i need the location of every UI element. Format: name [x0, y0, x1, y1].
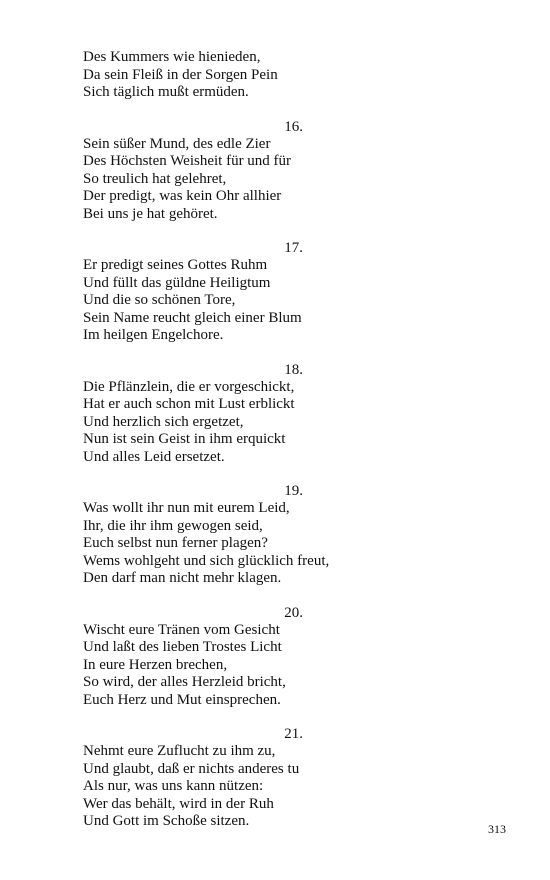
verse-line: Bei uns je hat gehöret.	[83, 205, 218, 222]
stanza	[83, 483, 383, 588]
stanza	[83, 362, 383, 467]
verse-line: Nehmt eure Zuflucht zu ihm zu,	[83, 743, 276, 759]
stanza-number: 16.	[284, 118, 303, 135]
page-number: 313	[488, 822, 506, 836]
verse-line: Was wollt ihr nun mit eurem Leid,	[83, 500, 290, 516]
verse-line: Ihr, die ihr ihm gewogen seid,	[83, 517, 263, 534]
stanza-number: 18.	[284, 361, 303, 378]
verse-line: Und die so schönen Tore,	[83, 292, 236, 308]
verse-line: Und herzlich sich ergetzet,	[83, 413, 244, 430]
stanza	[83, 240, 383, 345]
verse-line: Und glaubt, daß er nichts anderes tu	[83, 760, 300, 777]
stanza-number: 17.	[284, 240, 303, 256]
verse-line: Hat er auch schon mit Lust erblickt	[83, 396, 295, 412]
poem-text	[83, 49, 383, 848]
stanza	[83, 605, 383, 710]
verse-line: Und alles Leid ersetzet.	[83, 448, 225, 465]
verse-line: Im heilgen Engelchore.	[83, 327, 224, 343]
verse-line: Des Kummers wie hienieden,	[83, 49, 261, 65]
stanza-number: 19.	[284, 483, 303, 499]
verse-line: Da sein Fleiß in der Sorgen Pein	[83, 66, 278, 83]
verse-line: Euch selbst nun ferner plagen?	[83, 535, 268, 551]
verse-line: Wems wohlgeht und sich glücklich freut,	[83, 552, 330, 569]
verse-line: Er predigt seines Gottes Ruhm	[83, 257, 268, 273]
verse-line: In eure Herzen brechen,	[83, 656, 228, 673]
verse-line: Sein Name reucht gleich einer Blum	[83, 309, 302, 326]
stanza	[83, 726, 383, 831]
verse-line: Und Gott im Schoße sitzen.	[83, 813, 250, 829]
stanza	[83, 119, 383, 224]
verse-line: Sich täglich mußt ermüden.	[83, 84, 249, 100]
verse-line: Und laßt des lieben Trostes Licht	[83, 639, 282, 655]
stanza-number: 20.	[284, 604, 303, 621]
verse-line: Der predigt, was kein Ohr allhier	[83, 188, 282, 204]
verse-line: Und füllt das güldne Heiligtum	[83, 274, 271, 291]
stanza-number: 21.	[284, 726, 303, 742]
verse-line: So treulich hat gelehret,	[83, 170, 227, 187]
stanza	[83, 49, 383, 102]
verse-line: Die Pflänzlein, die er vorgeschickt,	[83, 378, 295, 395]
verse-line: Nun ist sein Geist in ihm erquickt	[83, 431, 286, 447]
verse-line: Wischt eure Tränen vom Gesicht	[83, 621, 280, 638]
verse-line: Euch Herz und Mut einsprechen.	[83, 691, 281, 708]
verse-line: Als nur, was uns kann nützen:	[83, 778, 264, 794]
verse-line: Sein süßer Mund, des edle Zier	[83, 135, 271, 152]
verse-line: Den darf man nicht mehr klagen.	[83, 570, 282, 586]
verse-line: Des Höchsten Weisheit für und für	[83, 153, 292, 169]
verse-line: Wer das behält, wird in der Ruh	[83, 795, 274, 812]
verse-line: So wird, der alles Herzleid bricht,	[83, 674, 286, 690]
